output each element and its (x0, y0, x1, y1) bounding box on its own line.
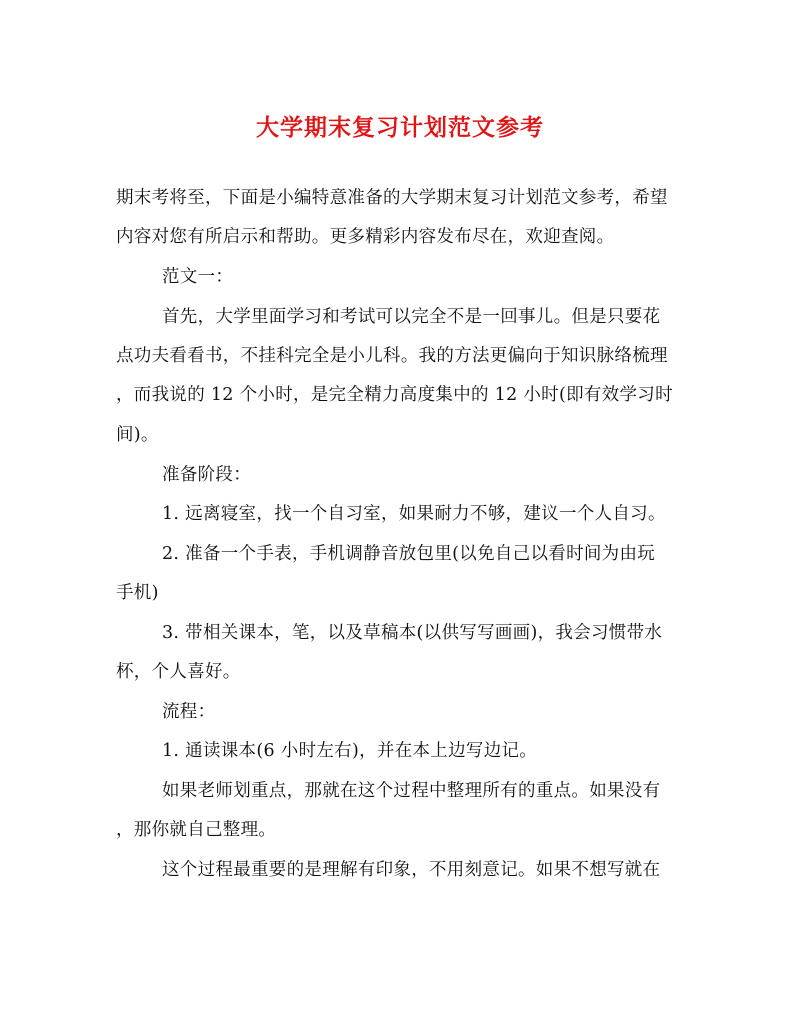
paragraph-line: 点功夫看看书，不挂科完全是小儿科。我的方法更偏向于知识脉络梳理 (116, 346, 668, 366)
list-item: 1. 远离寝室，找一个自习室，如果耐力不够，建议一个人自习。 (162, 504, 666, 524)
list-item: 2. 准备一个手表，手机调静音放包里(以免自己以看时间为由玩 (162, 544, 656, 564)
paragraph-line: ，那你就自己整理。 (116, 820, 277, 840)
paragraph-line: 首先，大学里面学习和考试可以完全不是一回事儿。但是只要花 (162, 307, 661, 327)
intro-line-1: 期末考将至，下面是小编特意准备的大学期末复习计划范文参考，希望 (116, 188, 668, 208)
section-heading-preparation: 准备阶段： (162, 465, 251, 485)
paragraph-line: 间)。 (116, 425, 159, 445)
list-item: 3. 带相关课本，笔，以及草稿本(以供写写画画)，我会习惯带水 (162, 623, 663, 643)
paragraph-line: ，而我说的 12 个小时，是完全精力高度集中的 12 小时(即有效学习时 (116, 385, 673, 405)
intro-line-2: 内容对您有所启示和帮助。更多精彩内容发布尽在，欢迎查阅。 (116, 227, 615, 247)
list-item-continuation: 杯，个人喜好。 (116, 662, 241, 682)
section-heading-process: 流程： (162, 702, 216, 722)
list-item-continuation: 手机) (116, 583, 159, 603)
document-title: 大学期末复习计划范文参考 (256, 114, 544, 141)
list-item: 1. 通读课本(6 小时左右)，并在本上边写边记。 (162, 741, 538, 761)
paragraph-line: 如果老师划重点，那就在这个过程中整理所有的重点。如果没有 (162, 781, 661, 801)
paragraph-line: 这个过程最重要的是理解有印象，不用刻意记。如果不想写就在 (162, 860, 661, 880)
section-heading-fanwen-1: 范文一： (162, 267, 234, 287)
